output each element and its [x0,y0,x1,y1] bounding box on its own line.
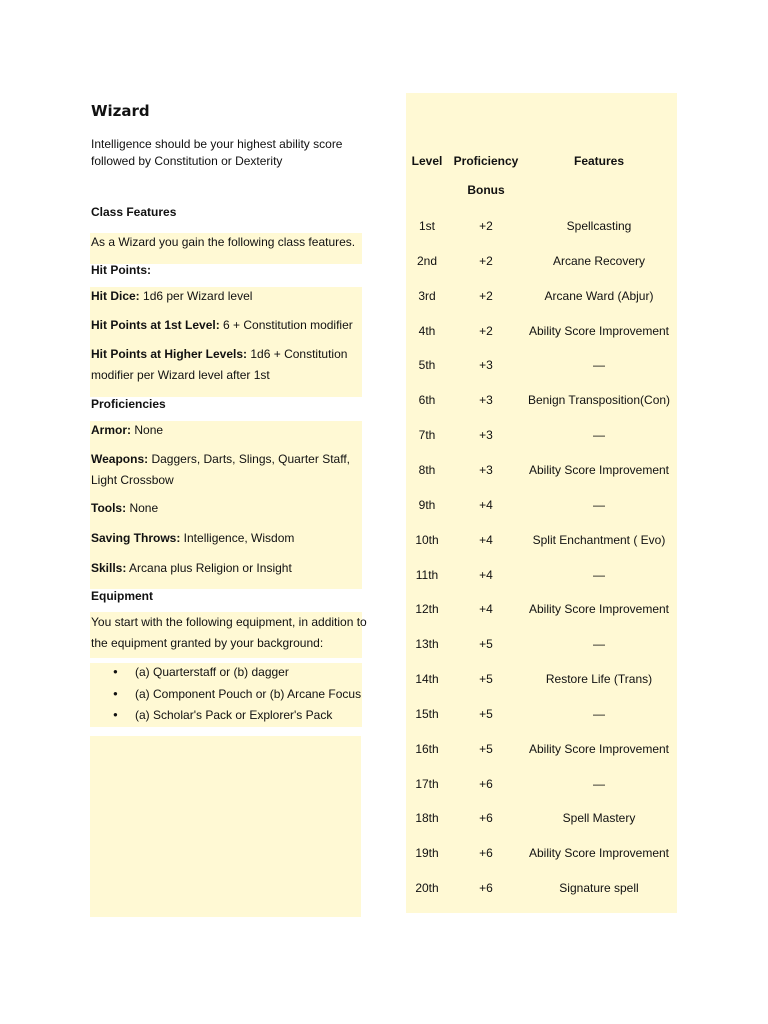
table-row [406,219,677,239]
table-row [406,533,677,553]
level-cell: 20th [415,881,439,896]
bonus-cell: +5 [479,706,493,721]
hit-dice-value: 1d6 per Wizard level [139,289,253,303]
intro-line-2: followed by Constitution or Dexterity [91,154,283,168]
class-features-text: As a Wizard you gain the following class features. [91,235,356,249]
feature-cell: — [593,428,605,443]
feature-cell: Signature spell [559,881,639,896]
level-cell: 3rd [418,288,436,303]
table-row [406,498,677,518]
feature-cell: Arcane Ward (Abjur) [544,288,654,303]
saving-throws-line [91,531,294,545]
hp-higher-label: Hit Points at Higher Levels: [91,347,248,361]
list-item-text: (a) Scholar's Pack or Explorer's Pack [135,708,333,722]
bonus-cell: +2 [479,288,493,303]
level-cell: 5th [418,358,436,373]
highlight-empty-block [90,736,361,917]
hp-higher-value: 1d6 + Constitution [247,347,348,361]
header-proficiency: Proficiency [453,154,519,168]
feature-cell: Ability Score Improvement [528,323,670,338]
class-features-heading: Class Features [91,205,177,219]
feature-cell: Ability Score Improvement [528,602,670,617]
level-cell: 16th [415,741,439,756]
saving-throws-value: Intelligence, Wisdom [180,531,295,545]
weapons-line [91,452,350,466]
bonus-cell: +6 [479,811,493,826]
table-row [406,254,677,274]
hit-points-heading: Hit Points: [91,263,151,277]
level-cell: 12th [415,602,439,617]
table-row [406,393,677,413]
feature-cell: — [593,637,605,652]
saving-throws-label: Saving Throws: [91,531,181,545]
bonus-cell: +3 [479,428,493,443]
table-row [406,289,677,309]
feature-cell: — [593,567,605,582]
feature-cell: Spellcasting [566,219,632,233]
table-row [406,777,677,797]
bonus-cell: +4 [479,497,493,512]
level-cell: 9th [418,497,436,512]
feature-cell: — [593,497,605,512]
feature-cell: — [593,776,605,791]
equipment-text-1: You start with the following equipment, in addition to [91,615,367,629]
feature-cell: — [593,706,605,721]
level-cell: 13th [415,637,439,652]
table-row [406,637,677,657]
table-row [406,742,677,762]
bonus-cell: +2 [479,323,493,338]
weapons-label: Weapons: [91,452,149,466]
tools-value: None [126,501,159,515]
equipment-text-2: the equipment granted by your background: [91,636,324,650]
proficiencies-heading: Proficiencies [91,397,166,411]
table-row [406,811,677,831]
bonus-cell: +4 [479,602,493,617]
bonus-cell: +3 [479,393,493,408]
feature-cell: Benign Transposition(Con) [527,393,671,408]
bonus-cell: +3 [479,462,493,477]
bonus-cell: +5 [479,741,493,756]
bonus-cell: +5 [479,672,493,687]
armor-value: None [131,423,164,437]
hp-higher-cont: modifier per Wizard level after 1st [91,368,270,382]
feature-cell: Arcane Recovery [552,253,646,268]
level-cell: 17th [415,776,439,791]
hp-first-line [91,318,353,332]
level-cell: 4th [418,323,436,338]
level-cell: 19th [415,846,439,861]
list-item-text: (a) Component Pouch or (b) Arcane Focus [135,687,362,701]
feature-cell: Ability Score Improvement [528,741,670,756]
feature-cell: Ability Score Improvement [528,846,670,861]
header-bonus: Bonus [467,183,505,197]
table-row [406,568,677,588]
level-cell: 14th [415,672,439,687]
weapons-cont: Light Crossbow [91,473,174,487]
table-row [406,881,677,901]
bonus-cell: +2 [479,253,493,268]
table-row [406,428,677,448]
feature-cell: Spell Mastery [562,811,636,826]
table-row [406,846,677,866]
bonus-cell: +2 [479,219,493,233]
hit-dice-line [91,289,252,303]
level-table [406,93,677,913]
intro-line-1: Intelligence should be your highest ability score [91,137,343,151]
bonus-cell: +4 [479,567,493,582]
bonus-cell: +6 [479,776,493,791]
table-row [406,463,677,483]
weapons-value: Daggers, Darts, Slings, Quarter Staff, [148,452,350,466]
feature-cell: Ability Score Improvement [528,462,670,477]
feature-cell: Split Enchantment ( Evo) [532,532,666,547]
bonus-cell: +3 [479,358,493,373]
level-cell: 2nd [416,253,438,268]
bonus-cell: +6 [479,881,493,896]
skills-line [91,561,292,575]
hp-first-label: Hit Points at 1st Level: [91,318,220,332]
feature-cell: — [593,358,605,373]
table-row [406,602,677,622]
armor-label: Armor: [91,423,132,437]
hp-higher-line [91,347,347,361]
list-item-text: (a) Quarterstaff or (b) dagger [135,665,289,679]
level-cell: 18th [415,811,439,826]
level-cell: 10th [415,532,439,547]
hp-first-value: 6 + Constitution modifier [219,318,353,332]
level-cell: 8th [418,462,436,477]
tools-line [91,501,158,515]
header-features: Features [573,154,625,168]
level-cell: 6th [418,393,436,408]
skills-value: Arcana plus Religion or Insight [126,561,292,575]
bonus-cell: +6 [479,846,493,861]
table-row [406,324,677,344]
level-cell: 1st [418,219,435,233]
bonus-cell: +5 [479,637,493,652]
level-cell: 15th [415,706,439,721]
bonus-cell: +4 [479,532,493,547]
table-row [406,672,677,692]
feature-cell: Restore Life (Trans) [545,672,653,687]
header-level: Level [411,154,443,168]
equipment-heading: Equipment [91,589,153,603]
skills-label: Skills: [91,561,127,575]
table-row [406,707,677,727]
hit-dice-label: Hit Dice: [91,289,140,303]
tools-label: Tools: [91,501,127,515]
level-cell: 11th [415,567,439,582]
armor-line [91,423,163,437]
page-title: Wizard [91,102,150,120]
level-cell: 7th [418,428,436,443]
table-row [406,358,677,378]
